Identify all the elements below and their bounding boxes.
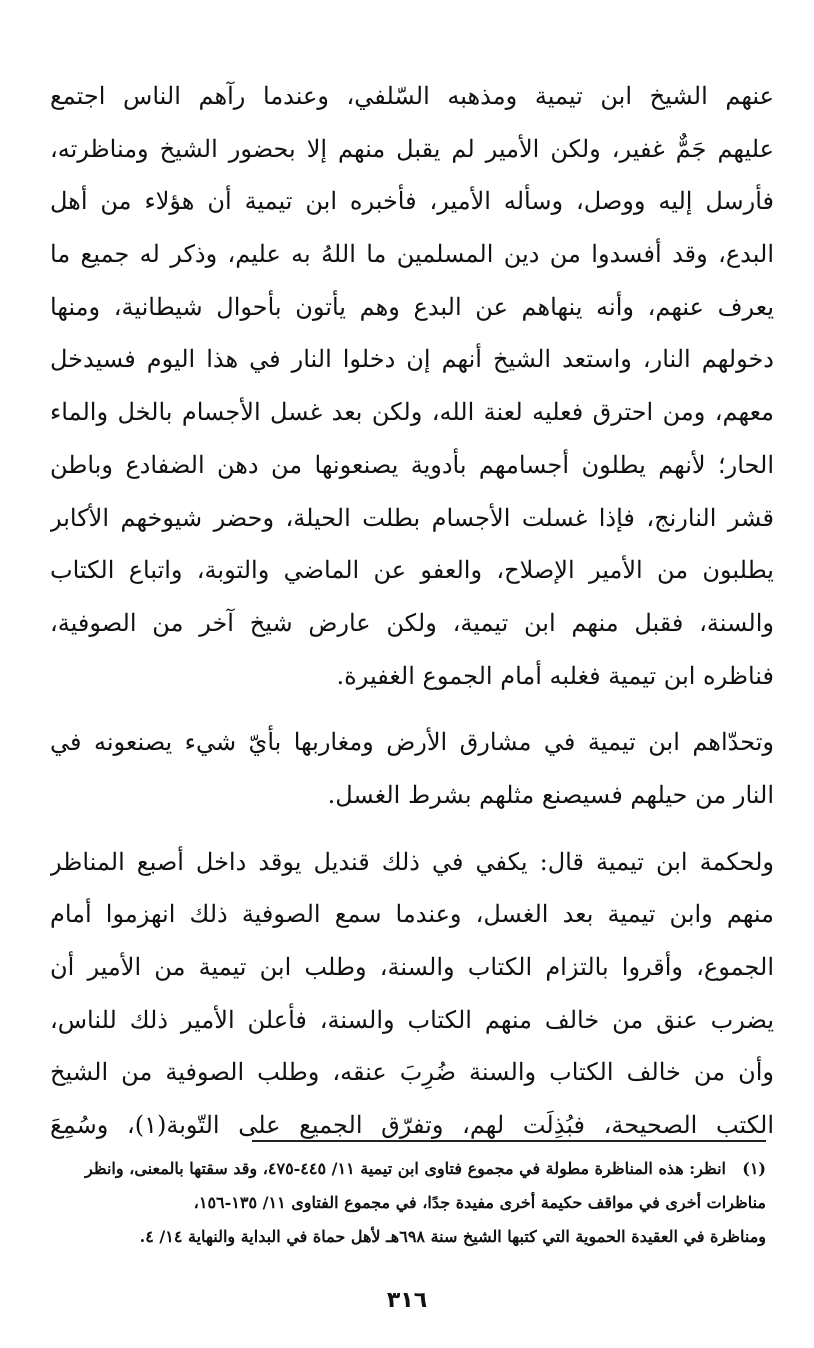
paragraph-1 (50, 70, 774, 702)
text-line: فأرسل إليه ووصل، وسأله الأمير، فأخبره ابن تيمية أن هؤلاء من أهل (50, 187, 774, 216)
paragraph-2 (50, 716, 774, 821)
footnote (48, 1152, 766, 1254)
text-line: يطلبون من الأمير الإصلاح، والعفو عن الماضي والتوبة، واتباع الكتاب (50, 556, 774, 585)
text-line: دخولهم النار، واستعد الشيخ أنهم إن دخلوا النار في هذا اليوم فسيدخل (50, 345, 774, 374)
text-line: الجموع، وأقروا بالتزام الكتاب والسنة، وطلب ابن تيمية من الأمير أن (50, 953, 774, 981)
text-line: البدع، وقد أفسدوا من دين المسلمين ما اللهُ به عليم، وذكر له جميع ما (50, 240, 774, 269)
footnote-line: مناظرات أخرى في مواقف حكيمة أخرى مفيدة جدًا، في مجموع الفتاوى ١١/ ١٣٥-١٥٦، (193, 1193, 766, 1212)
text-line: الكتب الصحيحة، فبُذِلَت لهم، وتفرّق الجميع على التّوبة(١)، وسُمِعَ (50, 1111, 774, 1140)
text-line: عنهم الشيخ ابن تيمية ومذهبه السّلفي، وعندما رآهم الناس اجتمع (50, 82, 774, 110)
text-line: فناظره ابن تيمية فغلبه أمام الجموع الغفيرة. (336, 661, 774, 690)
paragraph-gap (50, 822, 774, 836)
text-line: ولحكمة ابن تيمية قال: يكفي في ذلك قنديل يوقد داخل أصبع المناظر (50, 847, 774, 876)
text-line: منهم وابن تيمية بعد الغسل، وعندما سمع الصوفية ذلك انهزموا أمام (50, 900, 774, 929)
footnote-text: انظر: هذه المناظرة مطولة في مجموع فتاوى ابن تيمية ١١/ ٤٤٥-٤٧٥، وقد سقتها بالمعنى، وانظر (85, 1159, 726, 1178)
text-line: وأن من خالف الكتاب والسنة ضُرِبَ عنقه، وطلب الصوفية من الشيخ (50, 1058, 774, 1087)
text-line: الحار؛ لأنهم يطلون أجسامهم بأدوية يصنعونها من دهن الضفادع وباطن (50, 450, 774, 479)
text-line: عليهم جَمٌّ غفير، ولكن الأمير لم يقبل منهم إلا بحضور الشيخ ومناظرته، (50, 134, 774, 163)
paragraph-gap (50, 702, 774, 716)
text-line: قشر النارنج، فإذا غسلت الأجسام بطلت الحيلة، وحضر شيوخهم الأكابر (50, 503, 774, 532)
footnote-separator (252, 1140, 766, 1142)
page-number: ٣١٦ (386, 1288, 428, 1313)
footnote-line: ومناظرة في العقيدة الحموية التي كتبها الشيخ سنة ٦٩٨هـ لأهل حماة في البداية والنهاية ١٤/ ٤. (139, 1227, 766, 1246)
text-line: وتحدّاهم ابن تيمية في مشارق الأرض ومغاربها بأيّ شيء يصنعونه في (50, 728, 774, 757)
text-line: يعرف عنهم، وأنه ينهاهم عن البدع وهم يأتون بأحوال شيطانية، ومنها (50, 292, 774, 321)
text-line: يضرب عنق من خالف منهم الكتاب والسنة، فأعلن الأمير ذلك للناس، (50, 1005, 774, 1034)
text-line: معهم، ومن احترق فعليه لعنة الله، ولكن بعد غسل الأجسام بالخل والماء (50, 398, 774, 427)
text-line: والسنة، فقبل منهم ابن تيمية، ولكن عارض شيخ آخر من الصوفية، (50, 608, 774, 637)
paragraph-3 (50, 836, 774, 1152)
text-line: النار من حيلهم فسيصنع مثلهم بشرط الغسل. (327, 780, 774, 809)
footnote-line (48, 1152, 766, 1186)
main-text (50, 70, 774, 1152)
footnote-marker: (١) (742, 1159, 766, 1178)
